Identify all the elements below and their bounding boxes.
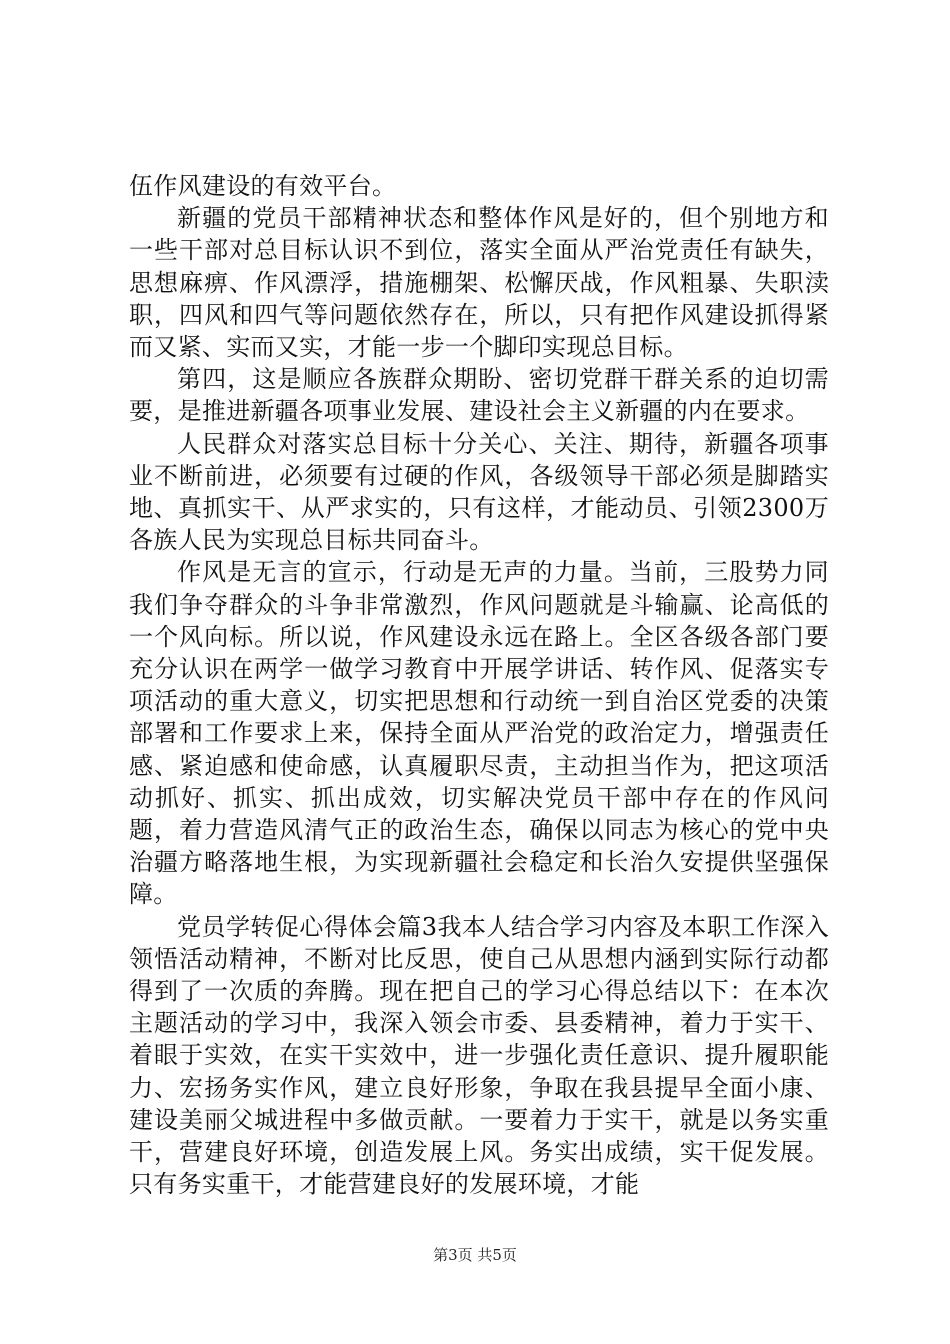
paragraph-2: 新疆的党员干部精神状态和整体作风是好的，但个别地方和一些干部对总目标认识不到位，落实全面从严治党责任有缺失，思想麻痹、作风漂浮，措施棚架、松懈厌战，作风粗暴、失职渎职，四风和四气等问题依然存在，所以，只有把作风建设抓得紧而又紧、实而又实，才能一步一个脚印实现总目标。	[129, 204, 829, 362]
paragraph-4: 人民群众对落实总目标十分关心、关注、期待，新疆各项事业不断前进，必须要有过硬的作风，各级领导干部必须是脚踏实地、真抓实干、从严求实的，只有这样，才能动员、引领2300万各族人民为实现总目标共同奋斗。	[129, 429, 829, 555]
document-body	[129, 170, 829, 1201]
paragraph-6: 党员学转促心得体会篇3我本人结合学习内容及本职工作深入领悟活动精神，不断对比反思，使自己从思想内涵到实际行动都得到了一次质的奔腾。现在把自己的学习心得总结以下：在本次主题活动的学习中，我深入领会市委、县委精神，着力于实干、着眼于实效，在实干实效中，进一步强化责任意识、提升履职能力、宏扬务实作风，建立良好形象，争取在我县提早全面小康、建设美丽父城进程中多做贡献。一要着力于实干，就是以务实重干，营建良好环境，创造发展上风。务实出成绩，实干促发展。只有务实重干，才能营建良好的发展环境，才能	[129, 912, 829, 1199]
page-number-label: 第3页 共5页	[433, 1246, 517, 1264]
paragraph-3: 第四，这是顺应各族群众期盼、密切党群干群关系的迫切需要，是推进新疆各项事业发展、建设社会主义新疆的内在要求。	[129, 365, 829, 426]
paragraph-5: 作风是无言的宣示，行动是无声的力量。当前，三股势力同我们争夺群众的斗争非常激烈，作风问题就是斗输赢、论高低的一个风向标。所以说，作风建设永远在路上。全区各级各部门要充分认识在两学一做学习教育中开展学讲话、转作风、促落实专项活动的重大意义，切实把思想和行动统一到自治区党委的决策部署和工作要求上来，保持全面从严治党的政治定力，增强责任感、紧迫感和使命感，认真履职尽责，主动担当作为，把这项活动抓好、抓实、抓出成效，切实解决党员干部中存在的作风问题，着力营造风清气正的政治生态，确保以同志为核心的党中央治疆方略落地生根，为实现新疆社会稳定和长治久安提供坚强保障。	[129, 558, 829, 909]
page-footer	[0, 1245, 950, 1265]
paragraph-1: 伍作风建设的有效平台。	[129, 172, 397, 200]
